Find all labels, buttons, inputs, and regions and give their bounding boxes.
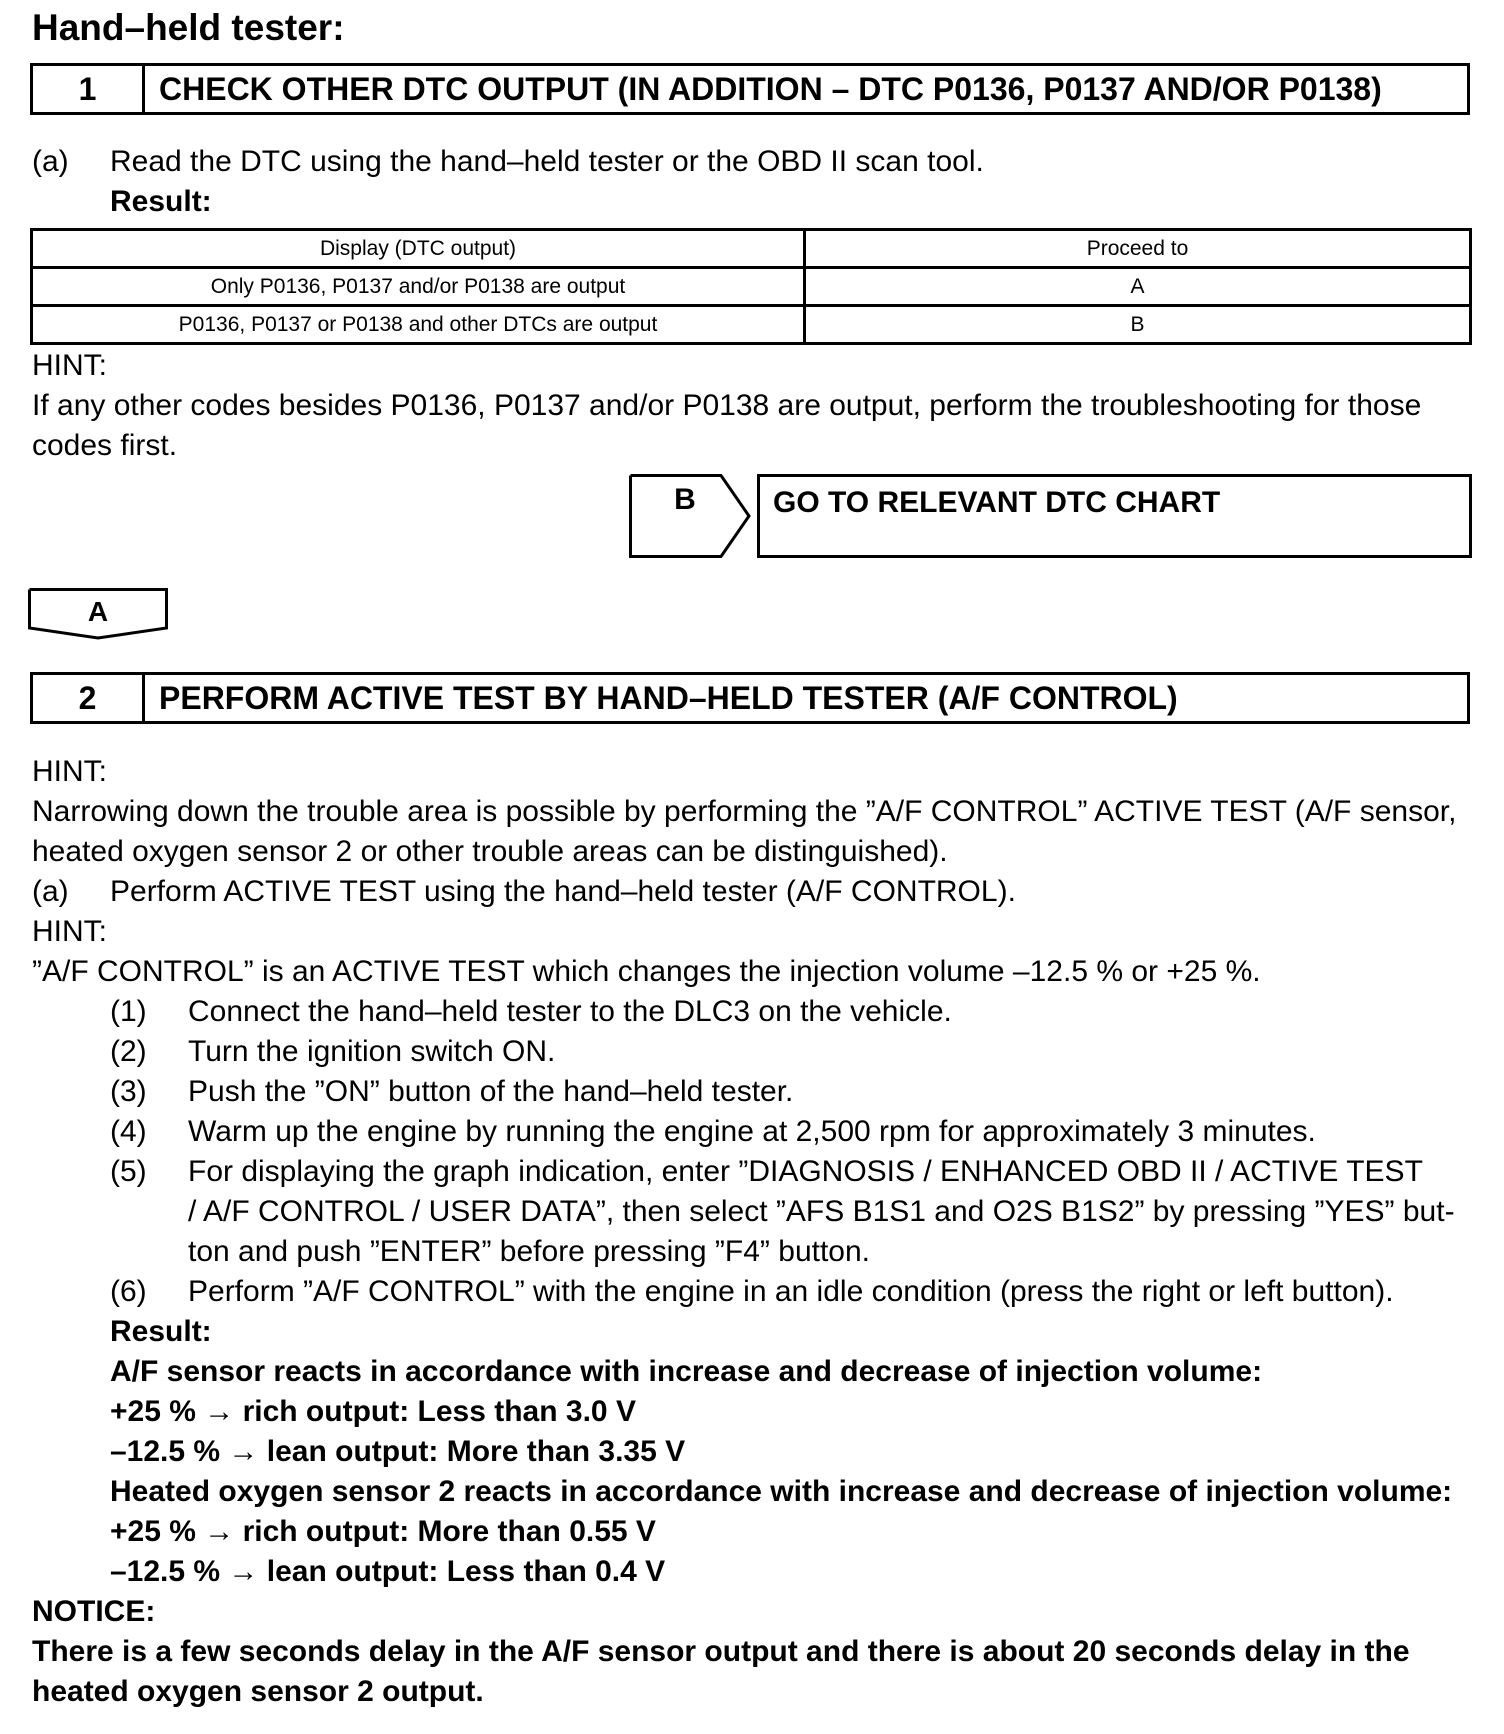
notice-label: NOTICE: [32,1595,156,1628]
hint-1-line-2: codes first. [32,429,178,462]
hint-3-text: ”A/F CONTROL” is an ACTIVE TEST which changes the injection volume –12.5 % or +25 %. [32,955,1261,988]
table-cell: B [805,306,1471,344]
notice-line-1: There is a few seconds delay in the A/F sensor output and there is about 20 seconds delay in the [32,1635,1410,1668]
substep-4-label: (4) [110,1115,147,1148]
result-label: Result: [110,185,212,218]
table-header-cell: Display (DTC output) [32,230,805,268]
table-row [32,268,1471,306]
substep-2 [110,1032,555,1072]
substep-6-text: Perform ”A/F CONTROL” with the engine in an idle condition (press the right or left button). [188,1275,1394,1308]
af-sensor-heading: A/F sensor reacts in accordance with increase and decrease of injection volume: [110,1355,1263,1388]
hint-1-line-1: If any other codes besides P0136, P0137 and/or P0138 are output, perform the troubleshooting for those [32,389,1422,422]
substep-4-text: Warm up the engine by running the engine at 2,500 rpm for approximately 3 minutes. [188,1115,1316,1148]
step-1-number: 1 [33,66,145,112]
step-2-a-label: (a) [32,875,69,908]
table-header-row [32,230,1471,268]
branch-b-label: B [674,483,696,516]
af-sensor-rich: +25 % → rich output: Less than 3.0 V [110,1395,636,1428]
hint-1-label: HINT: [32,349,107,382]
goto-relevant-dtc-chart[interactable]: GO TO RELEVANT DTC CHART [757,474,1472,558]
table-cell: Only P0136, P0137 and/or P0138 are output [32,268,805,306]
substep-5-line-3: ton and push ”ENTER” before pressing ”F4” button. [188,1235,871,1268]
step-1-instruction [32,142,984,182]
table-row [32,306,1471,344]
notice-line-2: heated oxygen sensor 2 output. [32,1675,484,1708]
table-header-cell: Proceed to [805,230,1471,268]
hint-2-line-1: Narrowing down the trouble area is possible by performing the ”A/F CONTROL” ACTIVE TEST (A/F sensor, [32,795,1457,828]
step-2-title: PERFORM ACTIVE TEST BY HAND–HELD TESTER (A/F CONTROL) [159,680,1178,716]
step-1-a-label: (a) [32,145,69,178]
step-1-title: CHECK OTHER DTC OUTPUT (IN ADDITION – DTC P0136, P0137 AND/OR P0138) [159,71,1382,107]
substep-6 [110,1272,1394,1312]
substep-6-label: (6) [110,1275,147,1308]
hint-3-label: HINT: [32,915,107,948]
substep-3-text: Push the ”ON” button of the hand–held tester. [188,1075,794,1108]
step-1-a-text: Read the DTC using the hand–held tester or the OBD II scan tool. [110,145,984,178]
result-table [30,228,1472,345]
substep-2-label: (2) [110,1035,147,1068]
substep-5-label: (5) [110,1155,147,1188]
ho2-sensor-rich: +25 % → rich output: More than 0.55 V [110,1515,656,1548]
substep-2-text: Turn the ignition switch ON. [188,1035,556,1068]
step-2-instruction [32,872,1016,912]
substep-1-text: Connect the hand–held tester to the DLC3 on the vehicle. [188,995,952,1028]
branch-a-label: A [87,596,109,627]
step-2-number: 2 [33,675,145,721]
substep-5 [110,1152,1423,1192]
step-1-box [30,63,1470,115]
step-2-a-text: Perform ACTIVE TEST using the hand–held tester (A/F CONTROL). [110,875,1016,908]
substep-1-label: (1) [110,995,147,1028]
table-cell: A [805,268,1471,306]
substep-3-label: (3) [110,1075,147,1108]
page-heading: Hand–held tester: [32,7,345,48]
substep-5-line-1: For displaying the graph indication, enter ”DIAGNOSIS / ENHANCED OBD II / ACTIVE TEST [188,1155,1423,1188]
substep-5-line-2: / A/F CONTROL / USER DATA”, then select ”AFS B1S1 and O2S B1S2” by pressing ”YES” but- [188,1195,1455,1228]
ho2-sensor-lean: –12.5 % → lean output: Less than 0.4 V [110,1555,666,1588]
table-cell: P0136, P0137 or P0138 and other DTCs are output [32,306,805,344]
substep-1 [110,992,952,1032]
substep-3 [110,1072,793,1112]
ho2-sensor-heading: Heated oxygen sensor 2 reacts in accordance with increase and decrease of injection volume: [110,1475,1453,1508]
result-2-label: Result: [110,1315,212,1348]
hint-2-label: HINT: [32,755,107,788]
af-sensor-lean: –12.5 % → lean output: More than 3.35 V [110,1435,686,1468]
substep-4 [110,1112,1316,1152]
hint-2-line-2: heated oxygen sensor 2 or other trouble areas can be distinguished). [32,835,948,868]
step-2-box [30,672,1470,724]
